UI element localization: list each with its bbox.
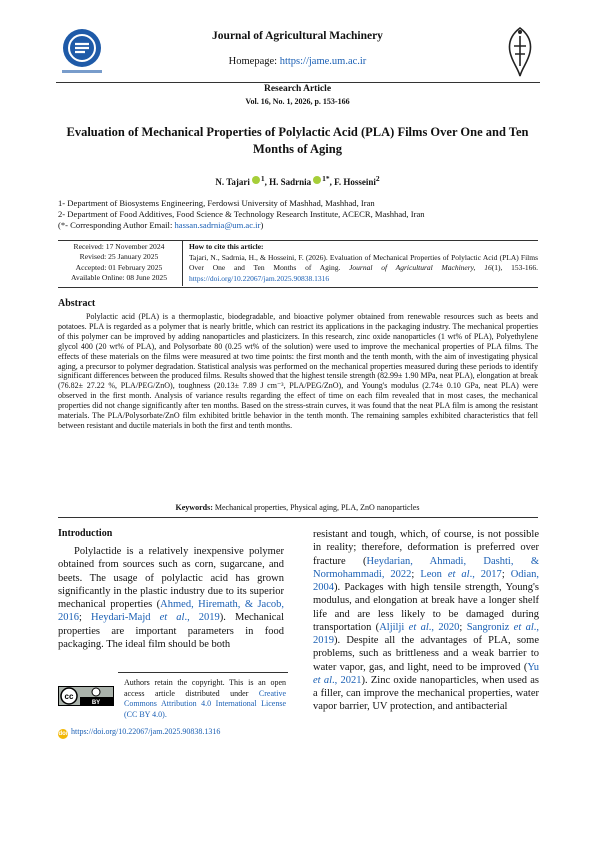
- author-sup: 1: [260, 174, 265, 183]
- intro-text: ;: [411, 568, 421, 580]
- citation-link[interactable]: Odian, 2004: [313, 568, 539, 593]
- citation-link[interactable]: Heydarian, Ahmadi, Dashti, & Normohammadi, 2022: [313, 555, 539, 580]
- citation-etal: et al: [313, 674, 332, 686]
- homepage-link[interactable]: https://jame.um.ac.ir: [279, 56, 367, 67]
- author-name: N. Tajari: [215, 177, 250, 187]
- citation-year: ., 2017: [469, 568, 502, 580]
- intro-text: ;: [459, 621, 467, 633]
- citation-etal: et al: [159, 612, 185, 624]
- intro-text: Polylactide is a relatively inexpensive polymer obtained from sources such as corn, sugarcane, and beets. The usage of polylactic acid has grown significantly in the plastic industry due to its superior mechanical properties (: [58, 546, 284, 610]
- citation-link[interactable]: [420, 569, 502, 580]
- date-accepted: Accepted: 01 February 2025: [75, 262, 163, 272]
- author-name: H. Sadrnia: [269, 177, 312, 187]
- homepage-label: Homepage:: [228, 56, 280, 67]
- abstract-heading: Abstract: [58, 298, 96, 309]
- date-online: Available Online: 08 June 2025: [70, 273, 168, 283]
- affiliation-1: 1- Department of Biosystems Engineering, Ferdowsi University of Mashhad, Mashhad, Iran: [58, 198, 375, 208]
- citation-text: Tajari, N., Sadrnia, H., & Hosseini, F. (2026). Evaluation of Mechanical Properties of Polylactic Acid (PLA) Films Over One and Ten Months of Aging.: [189, 252, 538, 272]
- university-logo-icon: [500, 24, 540, 80]
- volume-line: Vol. 16, No. 1, 2026, p. 153-166: [245, 97, 350, 106]
- intro-text: ;: [501, 568, 511, 580]
- doi-icon: doi: [58, 731, 68, 737]
- citation-author: Yu: [527, 661, 539, 673]
- citation-year: ., 2021: [332, 674, 362, 686]
- intro-text: resistant and tough, which, of course, is not possible in reality; therefore, deformation is preferred over fracture (: [313, 529, 539, 567]
- keywords-label: Keywords:: [175, 503, 213, 512]
- author-name: F. Hosseini: [334, 177, 376, 187]
- cc-by-badge-icon[interactable]: [58, 686, 114, 706]
- intro-text: ). Packages with high tensile strength, Young's modulus, and elongation at break have a longer shelf life and are less likely to be damaged during transportation (: [313, 582, 539, 633]
- date-revised: Revised: 25 January 2025: [79, 252, 159, 262]
- keywords-text: Mechanical properties, Physical aging, PLA, ZnO nanoparticles: [212, 503, 420, 512]
- citation-year: ., 2019: [313, 621, 540, 646]
- by-text: BY: [91, 700, 101, 706]
- citation-year: ., 2019: [184, 612, 220, 624]
- citation-heading: How to cite this article:: [189, 242, 264, 251]
- author-list: [0, 174, 595, 187]
- abstract-text: Polylactic acid (PLA) is a thermoplastic, biodegradable, and bioactive polymer obtained from renewable resources such as beets and potatoes. PLA is regarded as a polymer that is nearly brittle, which can restrict its applications in the packaging industry. The mechanical properties of this polymer can be improved by adding nanoparticles and plasticizers. In this research, zinc oxide nanoparticles (1 wt% of PLA), Polyethylene glycol 400 (20 wt% of PLA), and Polysorbate 80 (0.25 wt% of the solution) were used to improve the mechanical properties of PLA films. The effects of these materials on the films were measured at two time points: the first month and the tenth month, with the aim of investigating physical aging, a precursor to polymer degradation. Statistical analysis was performed on the mechanical properties measured during these periods to identify significant differences between the produced films. Results showed that the highest tensile strength (82.99± 1.90 MPa, neat PLA), elongation at break (76.82± 27.22 %, PLA/PEG/ZnO), toughness (20.13± 7.89 J cm⁻³, PLA/PEG/ZnO), and Young's modulus (2.74± 0.10 GPa, neat PLA) were observed in the first month. Analysis of variance results regarding the effect of time on each film revealed that in most cases, the mechanical properties did not change significantly after ten months. Based on the stress-strain curves, it was found that the neat PLA film is among the resistant materials. The PLA/Polysorbate/ZnO film exhibited brittle behavior in the tenth month. The remaining samples exhibited characteristics that fell between resistant and ductile materials in both the first and tenth months.: [58, 312, 538, 430]
- author-sup: 1*: [322, 174, 330, 183]
- keywords-line: [0, 503, 595, 512]
- cc-text: cc: [64, 692, 74, 701]
- intro-column-left: [58, 545, 284, 651]
- citation-etal: et al: [513, 621, 534, 633]
- article-title: Evaluation of Mechanical Properties of Polylactic Acid (PLA) Films Over One and Ten Months of Aging: [66, 125, 529, 156]
- footer-doi-link[interactable]: https://doi.org/10.22067/jam.2025.90838.1316: [71, 727, 221, 736]
- citation-author: Leon: [420, 568, 448, 580]
- date-received: Received: 17 November 2024: [73, 242, 165, 251]
- citation-link[interactable]: [91, 612, 220, 623]
- corresponding-label: (*- Corresponding Author Email:: [58, 220, 175, 230]
- citation-author: Heydari-Majd: [91, 612, 160, 624]
- corresponding-email[interactable]: hassan.sadrnia@um.ac.ir: [174, 220, 261, 230]
- author-sep: ,: [329, 177, 335, 187]
- header-rule: [56, 82, 540, 83]
- citation-year: ., 2020: [428, 621, 460, 633]
- intro-text: ;: [79, 612, 92, 624]
- dates-block: [58, 242, 180, 284]
- license-text-block: [124, 678, 286, 721]
- citation-author: Sangroniz: [466, 621, 514, 633]
- citation-etal: et al: [408, 621, 429, 633]
- journal-name: Journal of Agricultural Machinery: [212, 30, 383, 42]
- citation-journal: Journal of Agricultural Machinery, 16: [349, 263, 492, 272]
- keywords-rule: [58, 517, 538, 518]
- corresponding-author: [58, 220, 538, 230]
- citation-doi-link[interactable]: https://doi.org/10.22067/jam.2025.90838.1316: [189, 273, 330, 283]
- citation-pages: (1), 153-166.: [491, 263, 538, 272]
- citation-link[interactable]: [379, 622, 459, 633]
- article-type: Research Article: [263, 84, 332, 94]
- info-divider: [182, 240, 183, 286]
- intro-text: ). Mechanical properties are important parameters in food packaging. The ideal film should be both: [58, 612, 284, 650]
- orcid-icon[interactable]: [313, 176, 321, 184]
- orcid-icon[interactable]: [252, 176, 260, 184]
- author-sup: 2: [375, 174, 380, 183]
- author-sep: ,: [264, 177, 270, 187]
- license-rule: [118, 672, 288, 673]
- license-text: Authors retain the copyright. This is an open access article distributed under: [124, 678, 286, 698]
- intro-column-right: [313, 528, 539, 714]
- intro-text: ). Despite all the advantages of PLA, some problems, such as brittleness and a weak barrier to water vapor, gas, and light, need to be improved (: [313, 635, 539, 673]
- footer-doi: [58, 727, 220, 739]
- affiliation-2: 2- Department of Food Additives, Food Science & Technology Research Institute, ACECR, Mashhad, Iran: [58, 209, 425, 219]
- license-link[interactable]: Creative Commons Attribution 4.0 International License (CC BY 4.0).: [124, 688, 286, 720]
- citation-author: Aljilji: [379, 621, 409, 633]
- intro-text: ). Zinc oxide nanoparticles, when used as a filler, can improve the mechanical properties, water vapor barrier, UV protection, and antibacterial: [313, 674, 540, 713]
- corresponding-close: ): [260, 220, 264, 230]
- citation-etal: et al: [447, 568, 470, 580]
- introduction-heading: Introduction: [58, 528, 113, 539]
- citation-block: [189, 242, 538, 284]
- citation-link[interactable]: Ahmed, Hiremath, & Jacob, 2016: [58, 599, 284, 624]
